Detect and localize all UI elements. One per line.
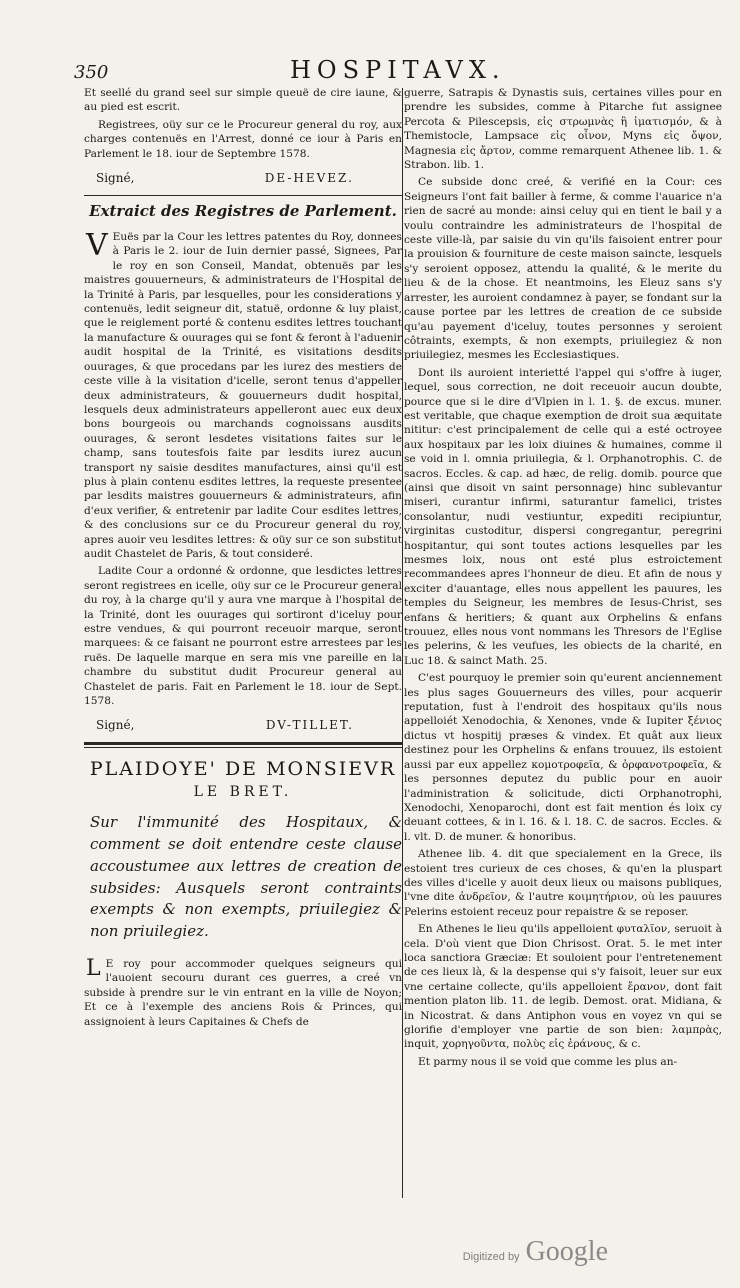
body-paragraph: Dont ils auroient interietté l'appel qui s'offre à iuger, lequel, sous correction, ne doit receuoir aucun doubte, pource que si le dire d'Vlpien in l. 1. §. de excus. muner. est veritable, que chaque exemption de droit sua æquitate nititur: c'est principalement de celle qui a esté octroyee aux hospitaux par les loix diuines & humaines, comme il se void in l. omnia priuilegia, & l. Orphanotrophis. C. de sacros. Eccles. & cap. ad hæc, de relig. domib. pource que (ainsi que disoit vn saint personnage) hinc sublevantur miseri, curantur infirmi, saturantur famelici, tristes consolantur, nudi vestiuntur, expediti recipiuntur, virginitas custoditur, dispersi congregantur, peregrini hospitantur, qui sont toutes actions lesquelles par les mesmes loix, nous ont esté plus estroictement recommandees apres l'honneur de dieu. Et afin de nous y exciter d'auantage, elles nous appellent les pauures, les temples du Seigneur, les membres de Iesus-Christ, ses enfans & heritiers; & quant aux Orphelins & enfans trouuez, elles nous vont nommans les Thresors de l'Eglise les pelerins, & les veufues, les obiects de la charité, en Luc 18. & sainct Math. 25. [404, 366, 722, 667]
plea-title: PLAIDOYE' DE MONSIEVR [89, 758, 397, 781]
digitized-watermark [463, 1236, 608, 1268]
body-paragraph: En Athenes le lieu qu'ils appelloient φυταλῖον, seruoit à cela. D'où vient que Dion Chrisost. Orat. 5. le met inter loca sanctiora Græciæ: Et souloient pour l'entretenement de ces lieux là, & la despense qui s'y faisoit, leuer sur eux vne certaine collecte, qu'ils appelloient ἔρανον, dont fait mention platon lib. 11. de legib. Demost. orat. Midiana, & in Nicostrat. & dans Antiphon vous en voyez vn qui se glorifie d'employer vne partie de son bien: λαμπρὰς, inquit, χορηγοῦντα, πολὺς εἰς ἐράνους, & c. [404, 923, 722, 1051]
divider [84, 747, 402, 748]
body-paragraph: Et parmy nous il se void que comme les plus an- [418, 1055, 678, 1068]
plea-text: E roy pour accommoder quelques seigneurs qui l'auoient secouru durant ces guerres, a creé vn subside à prendre sur le vin entrant en la ville de Noyon; Et ce à l'exemple des anciens Rois & Princes, qui assignoient à leurs Capitaines & Chefs de [84, 957, 402, 1028]
extract-text: Euës par la Cour les lettres patentes du Roy, donnees à Paris le 2. iour de Iuin dernier passé, Signees, Par le roy en son Conseil, Mandat, obtenuës par les maistres gouuerneurs, & administrateurs de l'Hospital de la Trinité à Paris, par lesquelles, pour les considerations y contenuës, ledit seigneur dit, statuë, ordonne & luy plaist, que le reiglement porté & contenu esdites lettres touchant la manufacture & ouurages qui se font & feront à l'aduenir audit hospital de la Trinité, es visitations desdits ouurages, & que procedans par les iurez des mestiers de ceste ville à la visitation d'icelle, seront tenus d'appeller deux administrateurs, & gouuerneurs dudit hospital, lesquels deux administrateurs appelleront auec eux deux bons bourgeois ou marchands cognoissans ausdits ouurages, & seront lesdetes visitations faites sur le champ, sans toutesfois faite par lesdits iurez aucun transport ny saisie desdites manufactures, ainsi qu'il est plus à plain contenu esdites lettres, la requeste presentee par lesdits maistres gouuerneurs & administrateurs, afin d'eux verifier, & entretenir par ladite Cour esdites lettres, & des conclusions sur ce du Procureur general du roy, apres auoir veu lesdites lettres: & oüy sur ce son substitut audit Chastelet de Paris, & tout consideré. [84, 231, 402, 560]
body-paragraph: Athenee lib. 4. dit que specialement en la Grece, ils estoient tres curieux de ces choses, & qu'en la pluspart des villes d'icelle y auoit deux lieux ou maisons publiques, l'vne dite ἀνδρεῖον, & l'autre κοιμητήριον, où les pauures Pelerins estoient receuz pour repaistre & se reposer. [404, 848, 722, 918]
body-paragraph: guerre, Satrapis & Dynastis suis, certaines villes pour en prendre les subsides, comme à Pitarche fut assignee Percota & Pilescepsis, εἰς στρωμνὰς ἢ ἱματισμόν, & à Themistocle, Lampsace εἰς οἶνον, Myns εἰς ὄψον, Magnesia εἰς ἄρτον, comme remarquent Athenee lib. 1. & Strabon. lib. 1. [404, 87, 722, 172]
body-paragraph: Ce subside donc creé, & verifié en la Cour: ces Seigneurs l'ont fait bailler à ferme, & comme l'auarice n'a rien de sacré au monde: ainsi celuy qui en tient le bail y a voulu contraindre les administrateurs de l'hospital de ceste ville-là, par saisie du vin qu'ils faisoient entrer pour la prouision & fourniture de ceste maison saincte, lesquels s'y seroient opposez, attendu la qualité, & le merite du lieu & de la chose. Et neantmoins, les Eleuz sans s'y arrester, les auroient condamnez à payer, se fondant sur la cause portee par les lettres de creation de ce subside qu'au payement d'iceluy, toutes personnes y seroient côtraints, exempts, & non exempts, priuilegiez & non priuilegiez, mesmes les Ecclesiastiques. [404, 176, 722, 362]
plea-summary: Sur l'immunité des Hospitaux, & comment se doit entendre ceste clause accoustumee aux lettres de creation de subsides: Ausquels seront contraints exempts & non exempts, priuilegiez & non priuilegiez. [90, 813, 402, 941]
signature-line-1 [84, 171, 402, 185]
divider-thick [84, 742, 402, 745]
divider [84, 195, 402, 196]
column-divider [402, 88, 403, 1198]
watermark-prefix: Digitized by [462, 1251, 520, 1263]
extract-paragraph [84, 230, 402, 561]
extract-title: Extraict des Registres de Parlement. [89, 202, 397, 221]
signature-line-2 [84, 718, 402, 732]
signature-name: DV-TILLET. [265, 718, 354, 733]
plea-subtitle: LE BRET. [193, 784, 293, 801]
plea-paragraph [84, 957, 402, 1029]
body-paragraph: C'est pourquoy le premier soin qu'eurent anciennement les plus sages Gouuerneurs des villes, pour acquerir reputation, fust à l'endroit des hospitaux qu'ils nous appelloiét Xenodochia, & Xenones, vnde & Iupiter ξένιος dictus vt hospitij præses & vindex. Et quât aux lieux destinez pour les Orphelins & enfans trouuez, ils estoient aussi par eux appellez κομοτροφεῖα, & ὀρφανοτροφεῖα, & les personnes deputez du public pour en auoir l'administration & solicitude, dicti Orphanotrophi, Xenodochi, Xenoparochi, dont est fait mention és loix cy deuant cottees, & in l. 16. & l. 18. C. de sacros. Eccles. & l. vlt. D. de muner. & honoribus. [404, 672, 722, 843]
signature-name: DE-HEVEZ. [264, 171, 354, 186]
extract-paragraph-2: Ladite Cour a ordonné & ordonne, que lesdictes lettres seront registrees en icelle, oüy sur ce le Procureur general du roy, à la charge qu'il y aura vne marque à l'hospital de la Trinité, dont les ouurages qui sortiront d'iceluy pour estre vendues, & qui pourront receuoir marque, seront marquees: & ce faisant ne pourront estre arrestees par les ruës. De laquelle marque en sera mis vne pareille en la chambre du substitut dudit Procureur general au Chastelet de paris. Fait en Parlement le 18. iour de Sept. 1578. [84, 565, 402, 708]
drop-cap: V [86, 228, 108, 264]
intro-paragraph-2: Registrees, oüy sur ce le Procureur general du roy, aux charges contenuës en l'Arrest, donné ce iour à Paris en Parlement le 18. iour de Septembre 1578. [84, 118, 402, 160]
drop-cap: L [86, 955, 101, 981]
page-number: 350 [74, 62, 109, 83]
left-column [84, 86, 402, 1202]
signature-label: Signé, [96, 718, 135, 733]
running-head: HOSPITAVX. [290, 56, 506, 84]
signature-label: Signé, [96, 171, 135, 186]
intro-paragraph-1: Et seellé du grand seel sur simple queuë de cire iaune, & au pied est escrit. [84, 87, 402, 114]
google-logo: Google [525, 1236, 608, 1267]
right-column [404, 86, 722, 1202]
